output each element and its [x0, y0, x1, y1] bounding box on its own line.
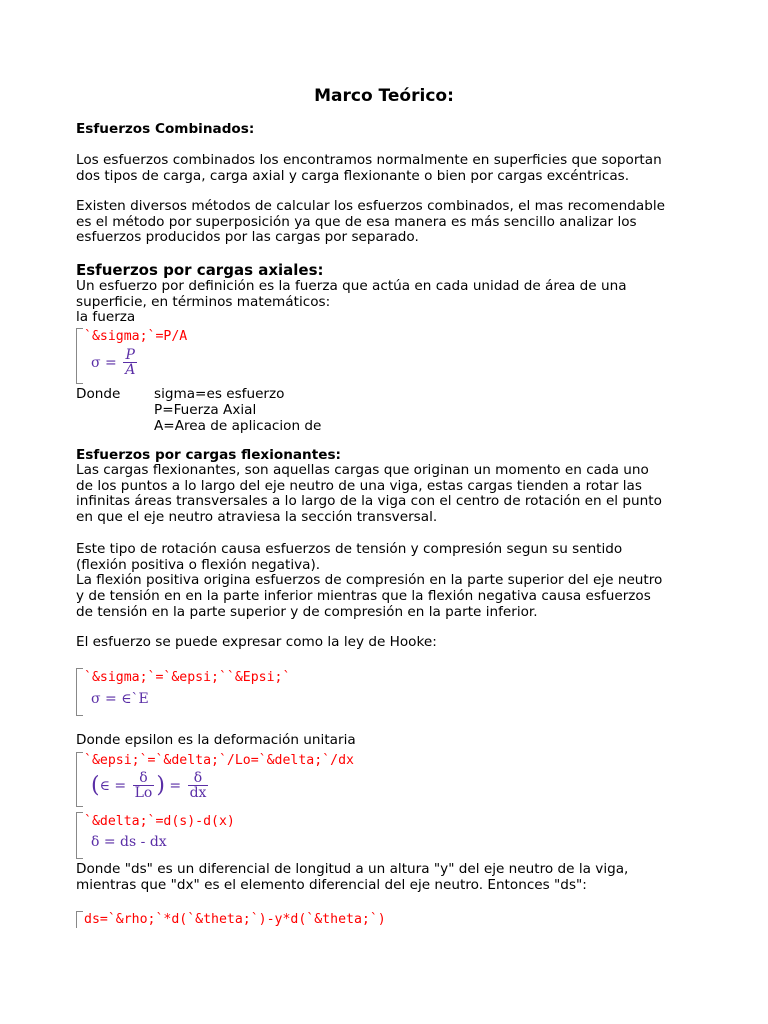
- donde-item: A=Area de aplicacion de: [154, 418, 322, 434]
- math-input-hooke[interactable]: `&sigma;`=`&epsi;``&Epsi;`: [84, 670, 291, 685]
- paragraph-flex-1: Las cargas flexionantes, son aquellas cargas que originan un momento en cada uno de los puntos a lo largo del eje neutro de una viga, estas cargas tienden a rotar las infinitas áreas transversales a lo largo de la viga con el centro de rotación en el punto en que el eje neutro atraviesa la sección transversal.: [76, 462, 662, 526]
- paragraph-axial: Un esfuerzo por definición es la fuerza que actúa en cada unidad de área de una superficie, en términos matemáticos: la fuerza: [76, 278, 627, 326]
- heading-axial: Esfuerzos por cargas axiales:: [76, 261, 324, 279]
- heading-combined: Esfuerzos Combinados:: [76, 121, 255, 137]
- fraction: $\frac{\delta}{Lo}$: [134, 770, 153, 801]
- math-region-bracket: [76, 812, 83, 859]
- paragraph-ds: Donde "ds" es un diferencial de longitud a un altura "y" del eje neutro de la viga, mientras que "dx" es el elemento diferencial del eje neutro. Entonces "ds":: [76, 861, 629, 893]
- fraction: $\frac{\delta}{dx}$: [189, 770, 207, 801]
- math-result-sigma: σ = $\frac{P}{A}$: [91, 347, 136, 378]
- math-region-bracket: [76, 752, 83, 807]
- math-result-hooke: σ = ∈`E: [91, 691, 149, 707]
- math-input-sigma[interactable]: `&sigma;`=P/A: [84, 329, 188, 344]
- paragraph-flex-2: Este tipo de rotación causa esfuerzos de tensión y compresión segun su sentido (flexión positiva o flexión negativa). La flexión positiva origina esfuerzos de compresión en la parte superior del eje neutro y de tensión en en la parte inferior mientras que la flexión negativa causa esfuerzos de tensión en la parte superior y de compresión en la parte inferior.: [76, 541, 663, 620]
- donde-label: Donde: [76, 386, 121, 402]
- fraction: $\frac{P}{A}$: [125, 347, 136, 378]
- donde-item: sigma=es esfuerzo: [154, 386, 285, 402]
- paragraph-combined-1: Los esfuerzos combinados los encontramos normalmente en superficies que soportan dos tipos de carga, carga axial y carga flexionante o bien por cargas excéntricas.: [76, 152, 662, 184]
- math-result-epsilon: (∈ = $\frac{\delta}{Lo}$ ) = $\frac{\delta}{dx}$: [91, 770, 207, 801]
- paragraph-combined-2: Existen diversos métodos de calcular los esfuerzos combinados, el mas recomendable es el método por superposición ya que de esa manera es más sencillo analizar los esfuerzos producidos por las cargas por separado.: [76, 198, 665, 246]
- math-result-delta: δ = ds - dx: [91, 834, 167, 850]
- math-input-ds[interactable]: ds=`&rho;`*d(`&theta;`)-y*d(`&theta;`): [84, 912, 386, 927]
- paragraph-epsilon: Donde epsilon es la deformación unitaria: [76, 732, 356, 748]
- math-input-delta[interactable]: `&delta;`=d(s)-d(x): [84, 814, 235, 829]
- math-region-bracket: [76, 911, 83, 928]
- page-title: Marco Teórico:: [314, 86, 454, 106]
- donde-item: P=Fuerza Axial: [154, 402, 257, 418]
- math-region-bracket: [76, 328, 83, 384]
- heading-flex: Esfuerzos por cargas flexionantes:: [76, 447, 341, 463]
- paragraph-hooke: El esfuerzo se puede expresar como la ley de Hooke:: [76, 634, 437, 650]
- math-input-epsilon[interactable]: `&epsi;`=`&delta;`/Lo=`&delta;`/dx: [84, 753, 354, 768]
- math-region-bracket: [76, 668, 83, 716]
